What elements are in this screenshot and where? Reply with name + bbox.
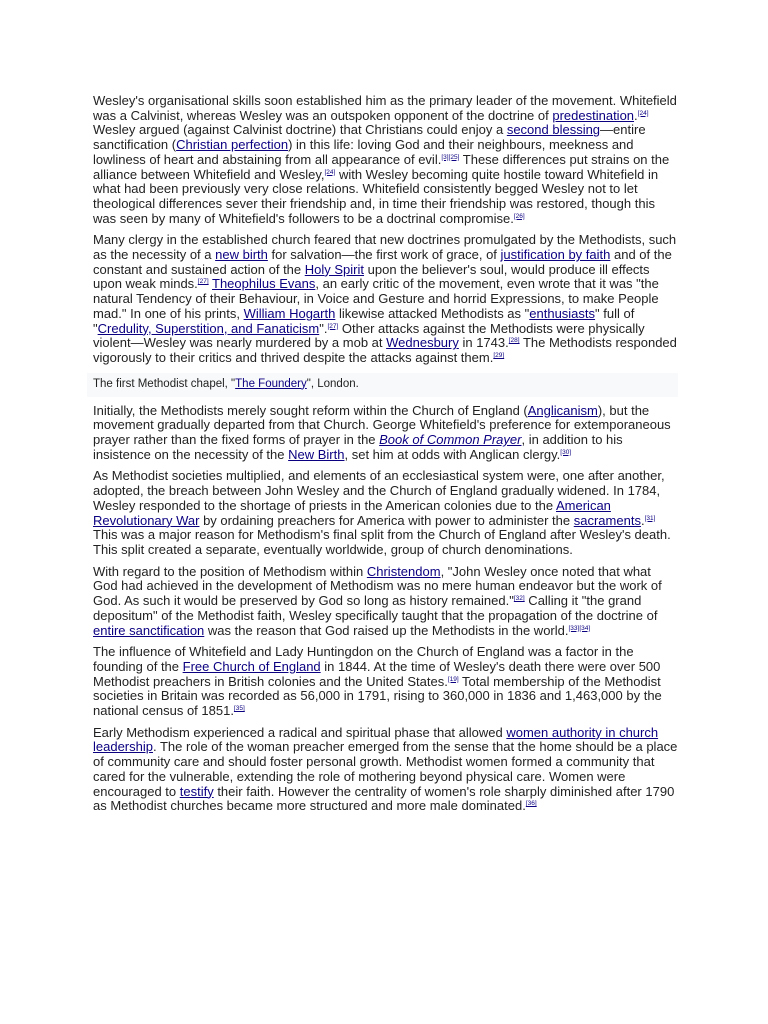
link-free-church-of-england[interactable]: Free Church of England <box>182 658 321 674</box>
citation-29[interactable]: [29] <box>493 351 505 359</box>
article-body <box>93 94 678 821</box>
citation-30[interactable]: [30] <box>560 448 572 456</box>
link-justification-by-faith[interactable]: justification by faith <box>500 247 611 263</box>
citation-27[interactable]: [27] <box>327 322 339 330</box>
link-the-foundery[interactable]: The Foundery <box>235 377 307 390</box>
citation-24[interactable]: [24] <box>637 109 649 117</box>
citation-19[interactable]: [19] <box>447 675 459 683</box>
figure-caption: The first Methodist chapel, "The Foundery", London. <box>87 373 678 397</box>
link-theophilus-evans[interactable]: Theophilus Evans <box>212 276 316 292</box>
link-william-hogarth[interactable]: William Hogarth <box>243 305 336 321</box>
citation-24[interactable]: [24] <box>324 168 336 176</box>
citation-27[interactable]: [27] <box>197 278 209 286</box>
citation-35[interactable]: [35] <box>233 705 245 713</box>
link-christendom[interactable]: Christendom <box>366 563 441 579</box>
link-christian-perfection[interactable]: Christian perfection <box>176 137 289 153</box>
link-second-blessing[interactable]: second blessing <box>506 122 601 138</box>
link-anglicanism[interactable]: Anglicanism <box>527 402 598 418</box>
link-new-birth[interactable]: new birth <box>215 247 268 263</box>
link-new-birth-2[interactable]: New Birth <box>288 446 345 462</box>
citation-3-25[interactable]: [3][25] <box>441 153 460 161</box>
paragraph-clergy-opposition: Many clergy in the established church feared that new doctrines promulgated by the Methodists, such as the necessity of a new birth for salvation—the first work of grace, of justification by faith and of the constant and sustained action of the Holy Spirit upon the believer's soul, would produce ill effects upon weak minds.[27] Theophilus Evans, an early critic of the movement, even wrote that it was "the natural Tendency of their Behaviour, in Voice and Gesture and horrid Expressions, to make People mad." In one of his prints, William Hogarth likewise attacked Methodists as "enthusiasts" full of "Credulity, Superstition, and Fanaticism".[27] Other attacks against the Methodists were physically violent—Wesley was nearly murdered by a mob at Wednesbury in 1743.[28] The Methodists responded vigorously to their critics and thrived despite the attacks against them.[29] <box>93 232 677 365</box>
paragraph-influence-membership: The influence of Whitefield and Lady Huntingdon on the Church of England was a factor in the founding of the Free Church of England in 1844. At the time of Wesley's death there were over 500 Methodist preachers in British colonies and the United States.[19] Total membership of the Methodist societies in Britain was recorded as 56,000 in 1791, rising to 360,000 in 1836 and 1,463,000 by the national census of 1851.[35] <box>93 644 662 719</box>
link-predestination[interactable]: predestination <box>552 107 635 123</box>
link-american-revolutionary-war[interactable]: American Revolutionary War <box>93 497 611 528</box>
paragraph-reform-anglicanism: Initially, the Methodists merely sought reform within the Church of England (Anglicanism), but the movement gradually departed from that Church. George Whitefield's preference for extemporaneous prayer rather than the fixed forms of prayer in the Book of Common Prayer, in addition to his insistence on the necessity of the New Birth, set him at odds with Anglican clergy.[30] <box>93 402 671 462</box>
link-credulity-superstition-fanaticism[interactable]: Credulity, Superstition, and Fanaticism <box>97 320 320 336</box>
paragraph-christendom: With regard to the position of Methodism within Christendom, "John Wesley once noted that what God had achieved in the development of Methodism was no mere human endeavor but the work of God. As such it would be preserved by God so long as history remained."[32] Calling it "the grand depositum" of the Methodist faith, Wesley specifically taught that the propagation of the doctrine of entire sanctification was the reason that God raised up the Methodists in the world.[33][34] <box>93 563 662 638</box>
link-testify[interactable]: testify <box>179 783 214 799</box>
citation-31[interactable]: [31] <box>644 514 656 522</box>
link-women-church-leadership[interactable]: women authority in church leadership <box>93 724 659 755</box>
citation-36[interactable]: [36] <box>525 800 537 808</box>
link-entire-sanctification[interactable]: entire sanctification <box>93 622 205 638</box>
link-book-of-common-prayer[interactable]: Book of Common Prayer <box>379 432 522 448</box>
link-enthusiasts[interactable]: enthusiasts <box>529 305 596 321</box>
link-holy-spirit[interactable]: Holy Spirit <box>304 261 365 277</box>
citation-26[interactable]: [26] <box>513 212 525 220</box>
paragraph-women-preachers: Early Methodism experienced a radical and spiritual phase that allowed women authority in church leadership. The role of the woman preacher emerged from the sense that the home should be a place of community care and should foster personal growth. Methodist women formed a community that cared for the vulnerable, extending the role of mothering beyond physical care. Women were encouraged to testify their faith. However the centrality of women's role sharply diminished after 1790 as Methodist churches became more structured and more male dominated.[36] <box>93 724 678 814</box>
link-sacraments[interactable]: sacraments <box>573 512 641 528</box>
paragraph-whitefield-split: Wesley's organisational skills soon established him as the primary leader of the movement. Whitefield was a Calvinist, whereas Wesley was an outspoken opponent of the doctrine of predestination.[24] Wesley argued (against Calvinist doctrine) that Christians could enjoy a second blessing—entire sanctification (Christian perfection) in this life: loving God and their neighbours, meekness and lowliness of heart and abstaining from all appearance of evil.[3][25] These differences put strains on the alliance between Whitefield and Wesley,[24] with Wesley becoming quite hostile toward Whitefield in what had been previously very close relations. Whitefield consistently begged Wesley not to let theological differences sever their friendship and, in time their friendship was restored, though this was seen by many of Whitefield's followers to be a doctrinal compromise.[26] <box>93 93 677 226</box>
citation-33-34[interactable]: [33][34] <box>568 624 591 632</box>
citation-28[interactable]: [28] <box>508 337 520 345</box>
paragraph-societies-multiplied: As Methodist societies multiplied, and elements of an ecclesiastical system were, one after another, adopted, the breach between John Wesley and the Church of England gradually widened. In 1784, Wesley responded to the shortage of priests in the American colonies due to the American Revolutionary War by ordaining preachers for America with power to administer the sacraments.[31] This was a major reason for Methodism's final split from the Church of England after Wesley's death. This split created a separate, eventually worldwide, group of church denominations. <box>93 468 671 557</box>
citation-32[interactable]: [32] <box>513 595 525 603</box>
link-wednesbury[interactable]: Wednesbury <box>386 335 459 351</box>
